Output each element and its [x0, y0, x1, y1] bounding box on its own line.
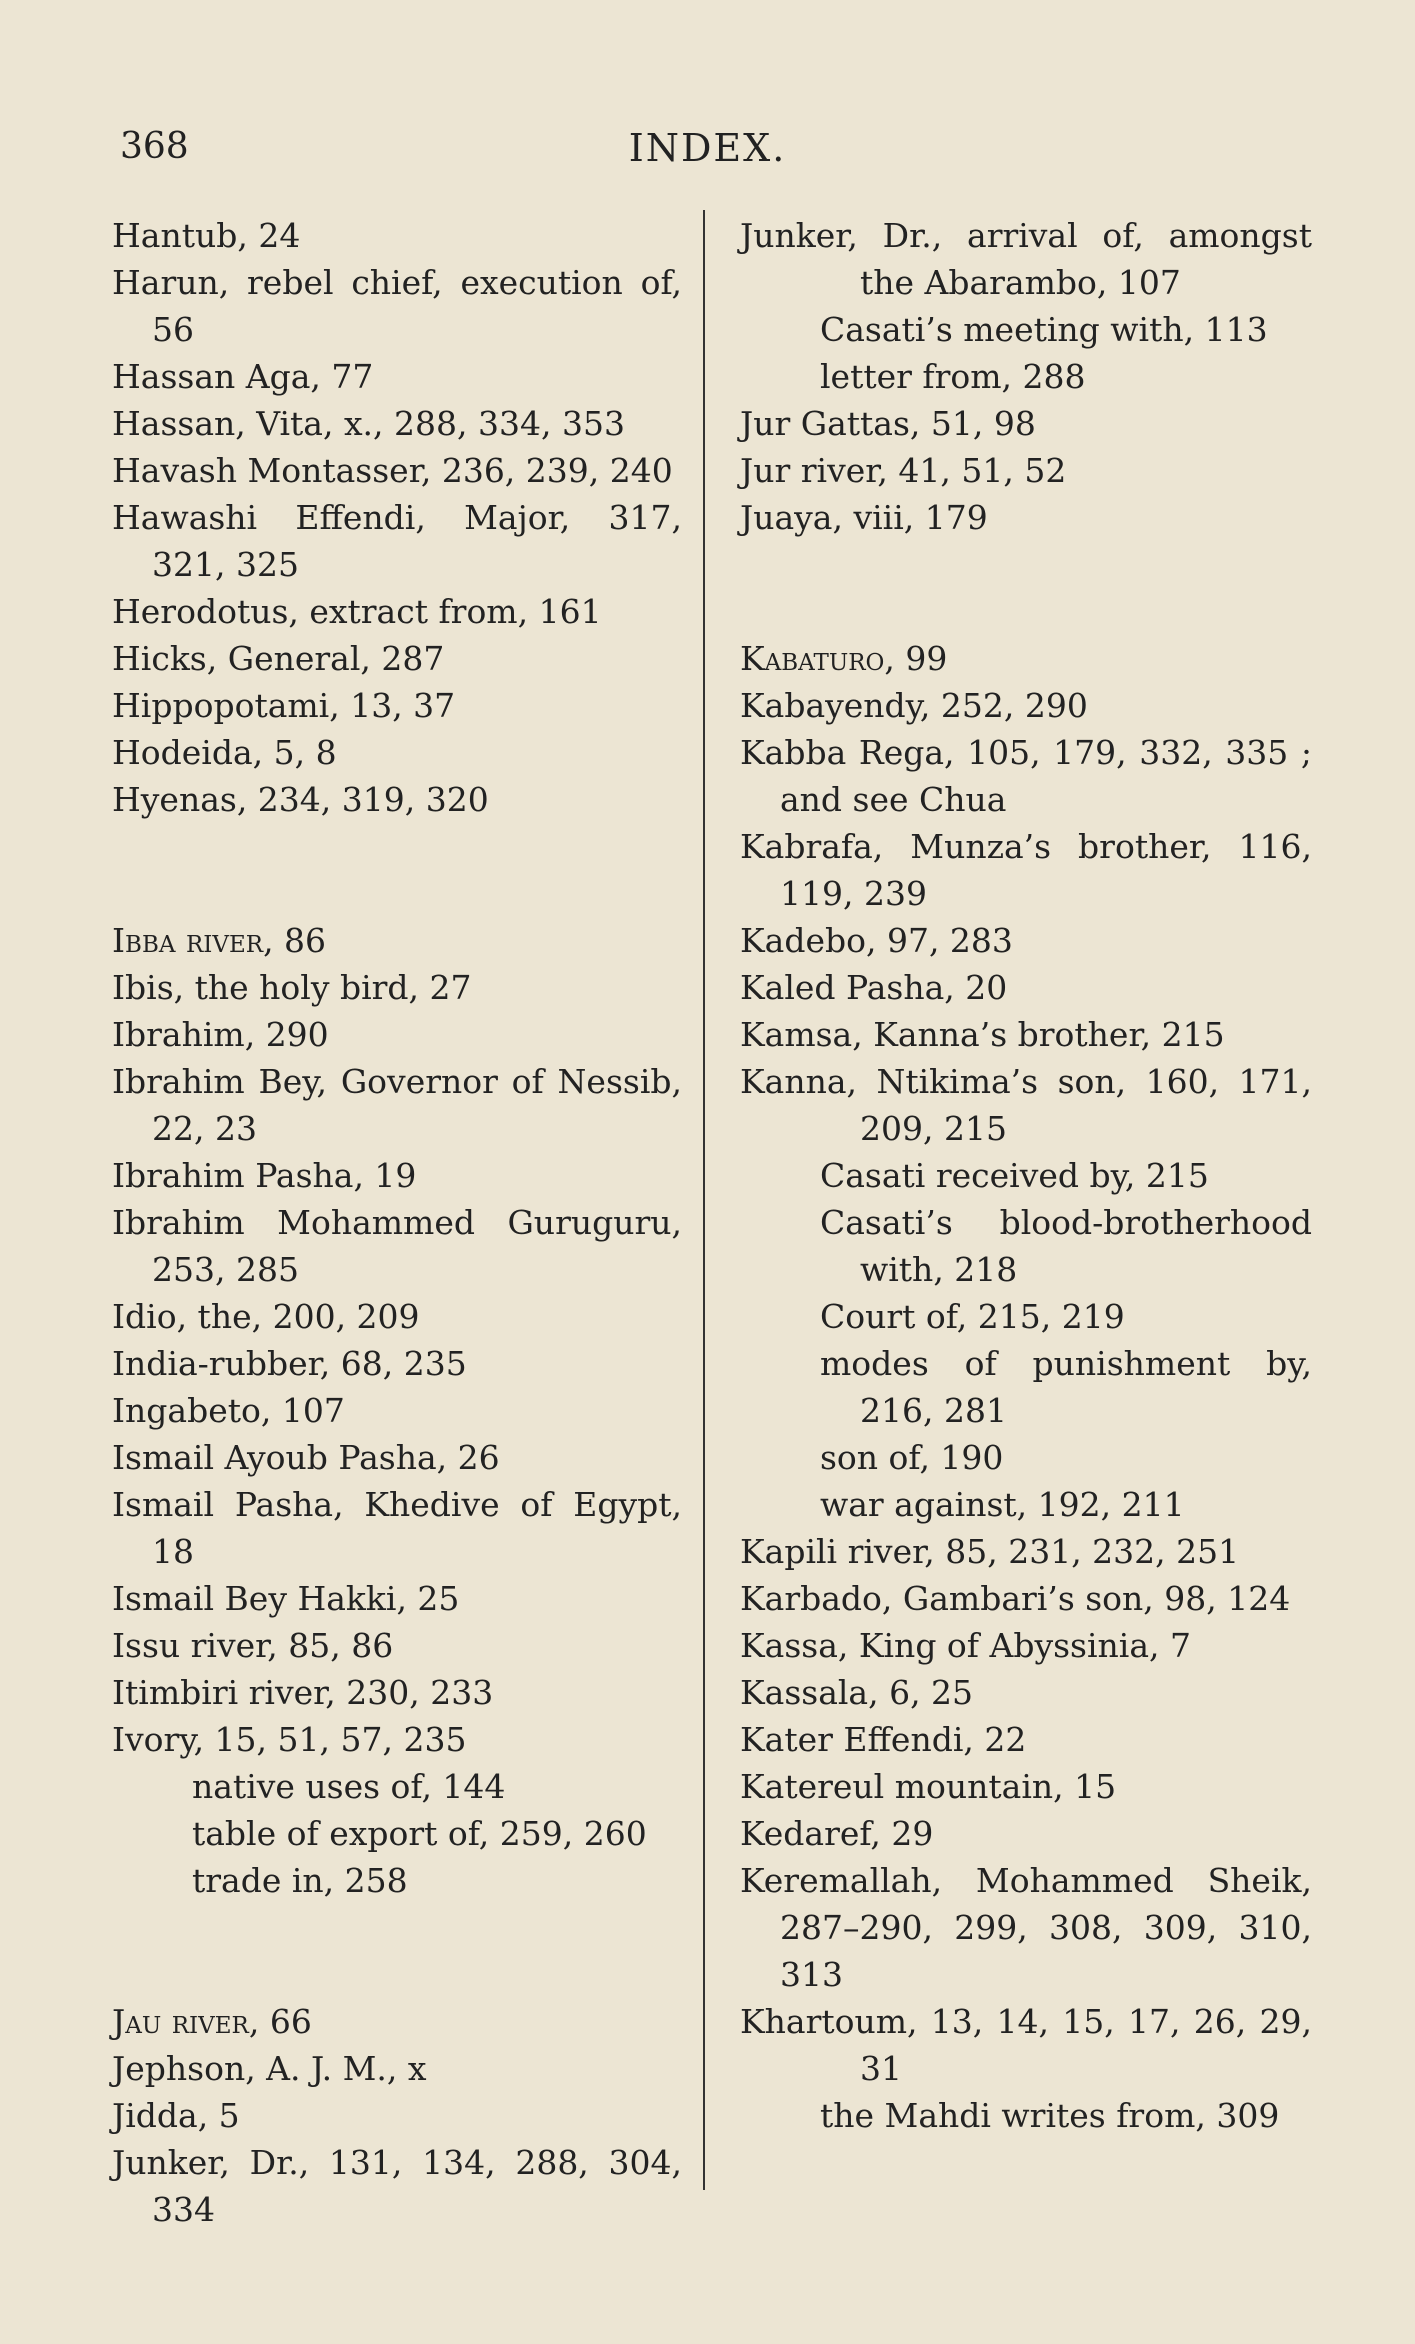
index-entry	[112, 1058, 682, 1152]
index-subentry	[740, 1434, 1312, 1481]
entry-text: Kabba Rega, 105, 179, 332, 335 ; and see Chua	[740, 733, 1312, 819]
section-head-word: Jau river	[112, 2002, 249, 2041]
entry-text: Hawashi Effendi, Major, 317, 321, 325	[112, 498, 682, 584]
index-entry	[740, 212, 1312, 306]
index-entry	[112, 494, 682, 588]
index-entry	[740, 1716, 1312, 1763]
index-subentry	[112, 1763, 682, 1810]
entry-text: Kassa, King of Abyssinia, 7	[740, 1626, 1191, 1665]
index-entry	[112, 400, 682, 447]
index-subentry	[740, 1152, 1312, 1199]
index-entry	[740, 823, 1312, 917]
index-subentry	[740, 353, 1312, 400]
page-title: INDEX.	[628, 126, 787, 170]
entry-text: Ismail Ayoub Pasha, 26	[112, 1438, 500, 1477]
entry-text: Ismail Bey Hakki, 25	[112, 1579, 460, 1618]
index-entry	[112, 259, 682, 353]
index-entry	[112, 1998, 682, 2045]
entry-text: Jidda, 5	[112, 2096, 240, 2135]
entry-text: Casati’s blood-brotherhood with, 218	[820, 1203, 1312, 1289]
index-entry	[740, 1575, 1312, 1622]
entry-text: Kamsa, Kanna’s brother, 215	[740, 1015, 1225, 1054]
entry-text: Ibrahim Mohammed Guruguru, 253, 285	[112, 1203, 682, 1289]
index-entry	[112, 447, 682, 494]
entry-text: trade in, 258	[192, 1861, 408, 1900]
entry-text: Jur Gattas, 51, 98	[740, 404, 1036, 443]
index-entry	[112, 682, 682, 729]
entry-text: , 86	[263, 921, 327, 960]
index-column-right	[740, 212, 1312, 2139]
entry-text: letter from, 288	[820, 357, 1086, 396]
index-entry	[740, 729, 1312, 823]
entry-text: Jephson, A. J. M., x	[112, 2049, 427, 2088]
index-entry	[112, 588, 682, 635]
entry-text: Hippopotami, 13, 37	[112, 686, 456, 725]
entry-text: son of, 190	[820, 1438, 1004, 1477]
index-entry	[112, 1387, 682, 1434]
index-entry	[740, 1857, 1312, 1998]
entry-text: Katereul mountain, 15	[740, 1767, 1117, 1806]
index-entry	[112, 964, 682, 1011]
index-subentry	[740, 2092, 1312, 2139]
page-header	[0, 126, 1415, 176]
entry-text: Kaled Pasha, 20	[740, 968, 1008, 1007]
index-entry	[112, 2092, 682, 2139]
entry-text: Hassan Aga, 77	[112, 357, 374, 396]
entry-text: Kassala, 6, 25	[740, 1673, 974, 1712]
entry-text: Havash Montasser, 236, 239, 240	[112, 451, 673, 490]
section-head-word: Ibba river	[112, 921, 264, 960]
entry-text: Ingabeto, 107	[112, 1391, 345, 1430]
entry-text: Kabrafa, Munza’s brother, 116, 119, 239	[740, 827, 1312, 913]
entry-text: Keremallah, Mohammed Sheik, 287–290, 299, 308, 309, 310, 313	[740, 1861, 1312, 1994]
entry-text: native uses of, 144	[192, 1767, 506, 1806]
index-entry	[112, 635, 682, 682]
index-entry	[112, 729, 682, 776]
index-entry	[112, 353, 682, 400]
section-head-word: Kabaturo	[740, 639, 885, 678]
entry-text: Harun, rebel chief, execution of, 56	[112, 263, 682, 349]
column-divider	[703, 210, 705, 2190]
index-entry	[740, 964, 1312, 1011]
entry-text: Kadebo, 97, 283	[740, 921, 1013, 960]
index-entry	[740, 1669, 1312, 1716]
index-column-left	[112, 212, 682, 2233]
index-entry	[112, 1011, 682, 1058]
entry-text: Junker, Dr., 131, 134, 288, 304, 334	[112, 2143, 682, 2229]
entry-text: Ibrahim Pasha, 19	[112, 1156, 417, 1195]
index-entry	[112, 1434, 682, 1481]
index-subentry	[740, 306, 1312, 353]
entry-text: Kapili river, 85, 231, 232, 251	[740, 1532, 1240, 1571]
entry-text: the Mahdi writes from, 309	[820, 2096, 1280, 2135]
entry-text: Casati received by, 215	[820, 1156, 1209, 1195]
index-entry	[112, 2045, 682, 2092]
entry-text: Hicks, General, 287	[112, 639, 445, 678]
entry-text: Hantub, 24	[112, 216, 301, 255]
index-entry	[112, 776, 682, 823]
index-entry	[112, 1481, 682, 1575]
index-subentry	[112, 1857, 682, 1904]
index-entry	[112, 1622, 682, 1669]
index-entry	[740, 1810, 1312, 1857]
entry-text: Juaya, viii, 179	[740, 498, 988, 537]
index-entry	[740, 447, 1312, 494]
page-number: 368	[120, 126, 189, 167]
entry-text: Karbado, Gambari’s son, 98, 124	[740, 1579, 1291, 1618]
index-entry	[112, 1575, 682, 1622]
entry-text: Hyenas, 234, 319, 320	[112, 780, 489, 819]
index-entry	[112, 1340, 682, 1387]
index-entry	[740, 682, 1312, 729]
index-subentry	[740, 1199, 1312, 1293]
entry-text: Ivory, 15, 51, 57, 235	[112, 1720, 467, 1759]
index-subentry	[740, 1340, 1312, 1434]
entry-text: Itimbiri river, 230, 233	[112, 1673, 494, 1712]
index-entry	[740, 400, 1312, 447]
index-subentry	[112, 1810, 682, 1857]
entry-text: India-rubber, 68, 235	[112, 1344, 467, 1383]
index-entry	[112, 2139, 682, 2233]
entry-text: Kabayendy, 252, 290	[740, 686, 1088, 725]
index-entry	[112, 917, 682, 964]
entry-text: Hassan, Vita, x., 288, 334, 353	[112, 404, 625, 443]
entry-text: Casati’s meeting with, 113	[820, 310, 1268, 349]
entry-text: table of export of, 259, 260	[192, 1814, 647, 1853]
index-entry	[740, 494, 1312, 541]
entry-text: Hodeida, 5, 8	[112, 733, 337, 772]
entry-text: Herodotus, extract from, 161	[112, 592, 602, 631]
entry-text: Court of, 215, 219	[820, 1297, 1125, 1336]
index-entry	[740, 1528, 1312, 1575]
index-entry	[112, 1152, 682, 1199]
entry-text: Kater Effendi, 22	[740, 1720, 1027, 1759]
entry-text: Ismail Pasha, Khedive of Egypt, 18	[112, 1485, 682, 1571]
index-subentry	[740, 1481, 1312, 1528]
section-gap	[112, 1904, 682, 1998]
index-subentry	[740, 1293, 1312, 1340]
section-gap	[740, 541, 1312, 635]
section-gap	[112, 823, 682, 917]
entry-text: , 66	[248, 2002, 312, 2041]
entry-text: Junker, Dr., arrival of, amongst the Abarambo, 107	[740, 216, 1312, 302]
entry-text: Kanna, Ntikima’s son, 160, 171, 209, 215	[740, 1062, 1312, 1148]
index-entry	[112, 1669, 682, 1716]
index-entry	[112, 1199, 682, 1293]
index-entry	[740, 1998, 1312, 2092]
index-entry	[740, 1011, 1312, 1058]
index-entry	[740, 1058, 1312, 1152]
index-entry	[112, 212, 682, 259]
index-entry	[112, 1716, 682, 1763]
index-entry	[740, 1622, 1312, 1669]
entry-text: Idio, the, 200, 209	[112, 1297, 420, 1336]
index-entry	[740, 917, 1312, 964]
entry-text: , 99	[884, 639, 948, 678]
entry-text: Ibis, the holy bird, 27	[112, 968, 472, 1007]
entry-text: Ibrahim Bey, Governor of Nessib, 22, 23	[112, 1062, 682, 1148]
entry-text: war against, 192, 211	[820, 1485, 1185, 1524]
entry-text: Issu river, 85, 86	[112, 1626, 394, 1665]
entry-text: Khartoum, 13, 14, 15, 17, 26, 29, 31	[740, 2002, 1312, 2088]
index-entry	[740, 635, 1312, 682]
index-entry	[740, 1763, 1312, 1810]
entry-text: Kedaref, 29	[740, 1814, 934, 1853]
entry-text: Ibrahim, 290	[112, 1015, 329, 1054]
index-entry	[112, 1293, 682, 1340]
entry-text: Jur river, 41, 51, 52	[740, 451, 1067, 490]
entry-text: modes of punishment by, 216, 281	[820, 1344, 1312, 1430]
